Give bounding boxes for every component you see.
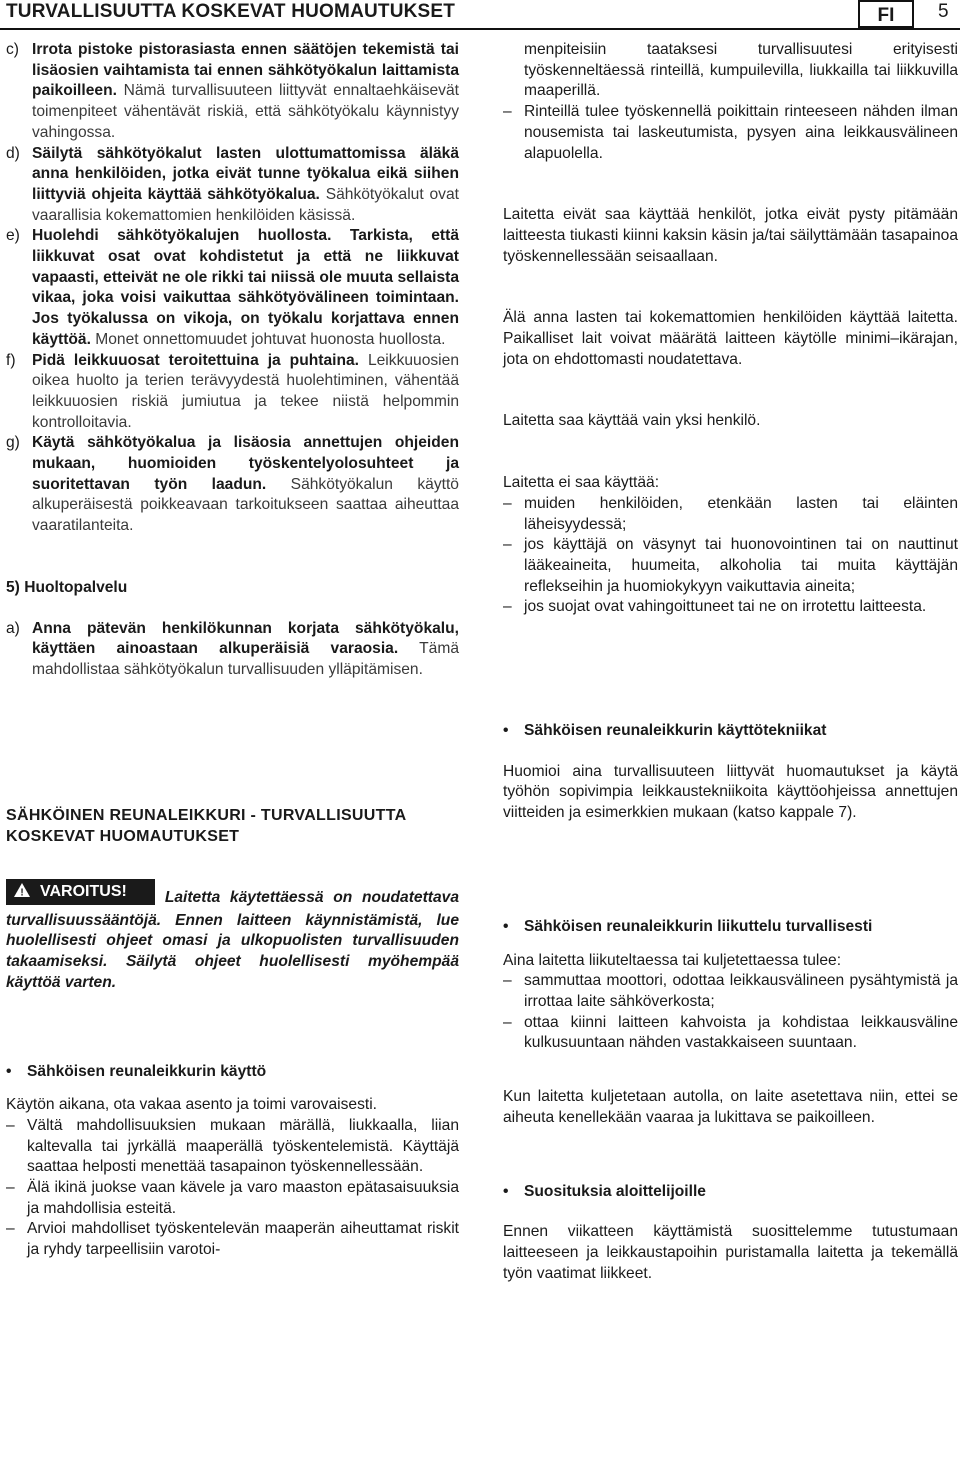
item-a-text: Tämä mahdollistaa sähkötyökalun turvallisuuden ylläpitämisen. (32, 640, 459, 678)
usage-dash-item (6, 1178, 459, 1219)
continued-text: menpiteisiin taataksesi turvallisuutesi erityisesti työskenneltäessä rinteillä, kumpuilevilla, liukkailla tai liikkuvilla maaperillä. (524, 41, 958, 100)
paragraph-children: Älä anna lasten tai kokemattomien henkilöiden käyttää laitetta. Paikalliset lait voivat määrätä laitteen käytölle minimi–ikärajan, jota on ehdottomasti noudatettava. (503, 309, 958, 368)
dash-marker: – (503, 536, 512, 554)
item-marker: c) (6, 41, 19, 58)
language-badge: FI (858, 0, 914, 28)
technique-heading-text: Sähköisen reunaleikkurin käyttötekniikat (524, 722, 827, 740)
not-allowed-list (503, 494, 958, 618)
item-marker: g) (6, 434, 20, 452)
moving-item (503, 1013, 958, 1054)
item-f-bold: Pidä leikkuuosat teroitettuina ja puhtaina. (32, 351, 359, 369)
item-e-text: Monet onnettomuudet johtuvat huonosta huollosta. (90, 330, 446, 348)
recommendations-text: Ennen viikatteen käyttämistä suosittelemme tutustumaan laitteeseen ja leikkaustapoihin puristamalla laitetta ja tekemällä työn vaatimat liikkeet. (503, 1223, 958, 1282)
dash-marker: – (6, 1116, 15, 1134)
usage-heading (6, 1062, 459, 1083)
safety-section-title: SÄHKÖINEN REUNALEIKKURI - TURVALLISUUTTA KOSKEVAT HUOMAUTUKSET (6, 806, 406, 845)
slope-dash-item (503, 102, 958, 164)
usage-intro: Käytön aikana, ota vakaa asento ja toimi varovaisesti. (6, 1096, 377, 1114)
moving-intro: Aina laitetta liikuteltaessa tai kuljetettaessa tulee: (503, 951, 842, 969)
usage-dash-item (6, 1219, 459, 1260)
item-f (6, 351, 459, 434)
right-column (503, 40, 958, 1284)
bullet-marker: • (503, 722, 509, 740)
transport-text: Kun laitetta kuljetetaan autolla, on laite asetettava niin, ettei se aiheuta kenellekään vaaraa ja lukittava se paikoilleen. (503, 1088, 958, 1126)
dash-marker: – (503, 972, 512, 990)
moving-heading (503, 917, 958, 938)
warning-badge-label: VAROITUS! (40, 882, 127, 900)
moving-text: sammuttaa moottori, odottaa leikkausvälineen pysähtymistä ja irrottaa laite sähköverkosta; (524, 972, 958, 1010)
moving-text: ottaa kiinni laitteen kahvoista ja kohdistaa leikkausväline kulkusuuntaan nähden vastakkaiseen suuntaan. (524, 1013, 958, 1052)
paragraph-one-person: Laitetta saa käyttää vain yksi henkilö. (503, 412, 761, 430)
not-allowed-item (503, 597, 958, 618)
item-c-text: Nämä turvallisuuteen liittyvät ennaltaehkäisevät toimenpiteet vähentävät riskiä, että sähkötyökalu käynnistyy vahingossa. (32, 82, 459, 141)
item-marker: e) (6, 227, 20, 245)
recommendations-heading (503, 1182, 958, 1203)
bullet-marker: • (6, 1062, 12, 1080)
item-d-text: Sähkötyökalut ovat vaarallisia kokemattomien henkilöiden käsissä. (32, 185, 459, 224)
bullet-marker: • (503, 1182, 509, 1200)
paragraph-hands: Laitetta eivät saa käyttää henkilöt, jotka eivät pysty pitämään laitteesta tiukasti kiinni kaksin käsin ja/tai säilyttämään tasapainoa työskennellessään seisaallaan. (503, 206, 958, 265)
usage-dash-list (6, 1116, 459, 1261)
warning-text: Laitetta käytettäessä on noudatettava turvallisuussääntöjä. Ennen laitteen käynnistämistä, lue huolellisesti ohjeet omasi ja ulkopuolisten turvallisuuden takaamiseksi. Säilytä ohjeet huolellisesti myöhempää käyttöä varten. (6, 888, 459, 991)
item-e (6, 226, 459, 350)
item-g-bold: Käytä sähkötyökalua ja lisäosia annettujen ohjeiden mukaan, huomioiden työskentelyolosuhteet ja suoritettavan työn laadun. (32, 434, 459, 493)
not-allowed-text: muiden henkilöiden, etenkään lasten tai eläinten läheisyydessä; (524, 494, 958, 533)
item-d (6, 144, 459, 227)
page-number: 5 (938, 1, 949, 22)
item-a-bold: Anna pätevän henkilökunnan korjata sähkötyökalu, käyttäen ainoastaan alkuperäisiä varaosia. (32, 619, 459, 658)
left-column (6, 40, 459, 1261)
warning-triangle-icon (14, 881, 30, 903)
not-allowed-item (503, 494, 958, 535)
not-allowed-item (503, 535, 958, 597)
item-g-text: Sähkötyökalun käyttö alkuperäisestä poikkeavaan tarkoitukseen saattaa aiheuttaa vaaratilanteita. (32, 475, 459, 535)
dash-marker: – (503, 103, 512, 121)
item-a (6, 619, 459, 681)
not-allowed-text: jos suojat ovat vahingoittuneet tai ne on irrotettu laitteesta. (524, 598, 927, 616)
dash-marker: – (6, 1220, 15, 1238)
recommendations-heading-text: Suosituksia aloittelijoille (524, 1182, 706, 1200)
item-d-bold: Säilytä sähkötyökalut lasten ulottumattomissa äläkä anna henkilöiden, jotka eivät tunne työkalua eikä siihen liittyviä ohjeita käyttää sähkötyökalua. (32, 144, 459, 203)
item-c-bold: Irrota pistoke pistorasiasta ennen säätöjen tekemistä tai lisäosien vaihtamista tai ennen sähkötyökalun laittamista paikoilleen. (32, 41, 459, 100)
technique-text: Huomioi aina turvallisuuteen liittyvät huomautukset ja käytä työhön sopivimpia leikkaustekniikoita käyttöohjeissa annettujen viitteiden ja esimerkkien mukaan (katso kappale 7). (503, 762, 958, 822)
usage-dash-text: Älä ikinä juokse vaan kävele ja varo maaston epätasaisuuksia ja mahdollisia esteitä. (27, 1179, 459, 1217)
item-marker: a) (6, 619, 20, 637)
item-f-text: Leikkuuosien oikea huolto ja terien terävyydestä huolehtiminen, vähentää leikkuuosien riskiä jumiutua ja tekee niistä helpommin kontrolloitavia. (32, 351, 459, 431)
moving-item (503, 971, 958, 1012)
usage-dash-text: Vältä mahdollisuuksien mukaan märällä, liukkaalla, liian kaltevalla tai jyrkällä maaperällä työskentelemistä. Käyttäjä saattaa helposti menettää tasapainon työskennellessään. (27, 1116, 459, 1176)
dash-marker: – (503, 494, 512, 512)
dash-marker: – (6, 1179, 15, 1197)
moving-heading-text: Sähköisen reunaleikkurin liikuttelu turvallisesti (524, 917, 873, 935)
item-g (6, 433, 459, 537)
item-marker: d) (6, 144, 20, 162)
dash-marker: – (503, 1013, 512, 1031)
moving-list (503, 971, 958, 1054)
bullet-marker: • (503, 917, 509, 935)
warning-badge (6, 879, 155, 905)
usage-heading-text: Sähköisen reunaleikkurin käyttö (27, 1062, 267, 1080)
page-header (0, 0, 960, 30)
header-divider (0, 28, 960, 30)
item-c (6, 40, 459, 144)
not-allowed-intro: Laitetta ei saa käyttää: (503, 474, 660, 492)
not-allowed-text: jos käyttäjä on väsynyt tai huonovointinen tai on nauttinut lääkeaineita, huumeita, alkoholia tai muita käyttäjän reflekseihin ja huomiokykyyn vaikuttavia aineita; (524, 536, 958, 595)
dash-marker: – (503, 598, 512, 616)
item-e-bold: Huolehdi sähkötyökalujen huollosta. Tarkista, että liikkuvat osat ovat kohdistetut ja että ne liikkuvat vapaasti, etteivät ne ole rikki tai niissä ole muuta sellaista vikaa, joka voisi vaikuttaa sähkötyövälineen toimintaan. Jos työkalussa on vikoja, on työkalu korjattava ennen käyttöä. (32, 227, 459, 348)
header-title: TURVALLISUUTTA KOSKEVAT HUOMAUTUKSET (6, 1, 456, 22)
item-marker: f) (6, 351, 16, 369)
usage-dash-item (6, 1116, 459, 1178)
usage-dash-text: Arvioi mahdolliset työskentelevän maaperän aiheuttamat riskit ja ryhdy tarpeellisiin varotoi- (27, 1220, 459, 1259)
technique-heading (503, 721, 958, 742)
svg-text:!: ! (20, 887, 24, 897)
service-section-title: 5) Huoltopalvelu (6, 578, 128, 596)
slope-dash-text: Rinteillä tulee työskennellä poikittain rinteeseen nähden ilman nousemista tai laskeutumista, pysyen aina leikkausvälineen alapuolella. (524, 103, 958, 162)
warning-block (6, 882, 459, 994)
